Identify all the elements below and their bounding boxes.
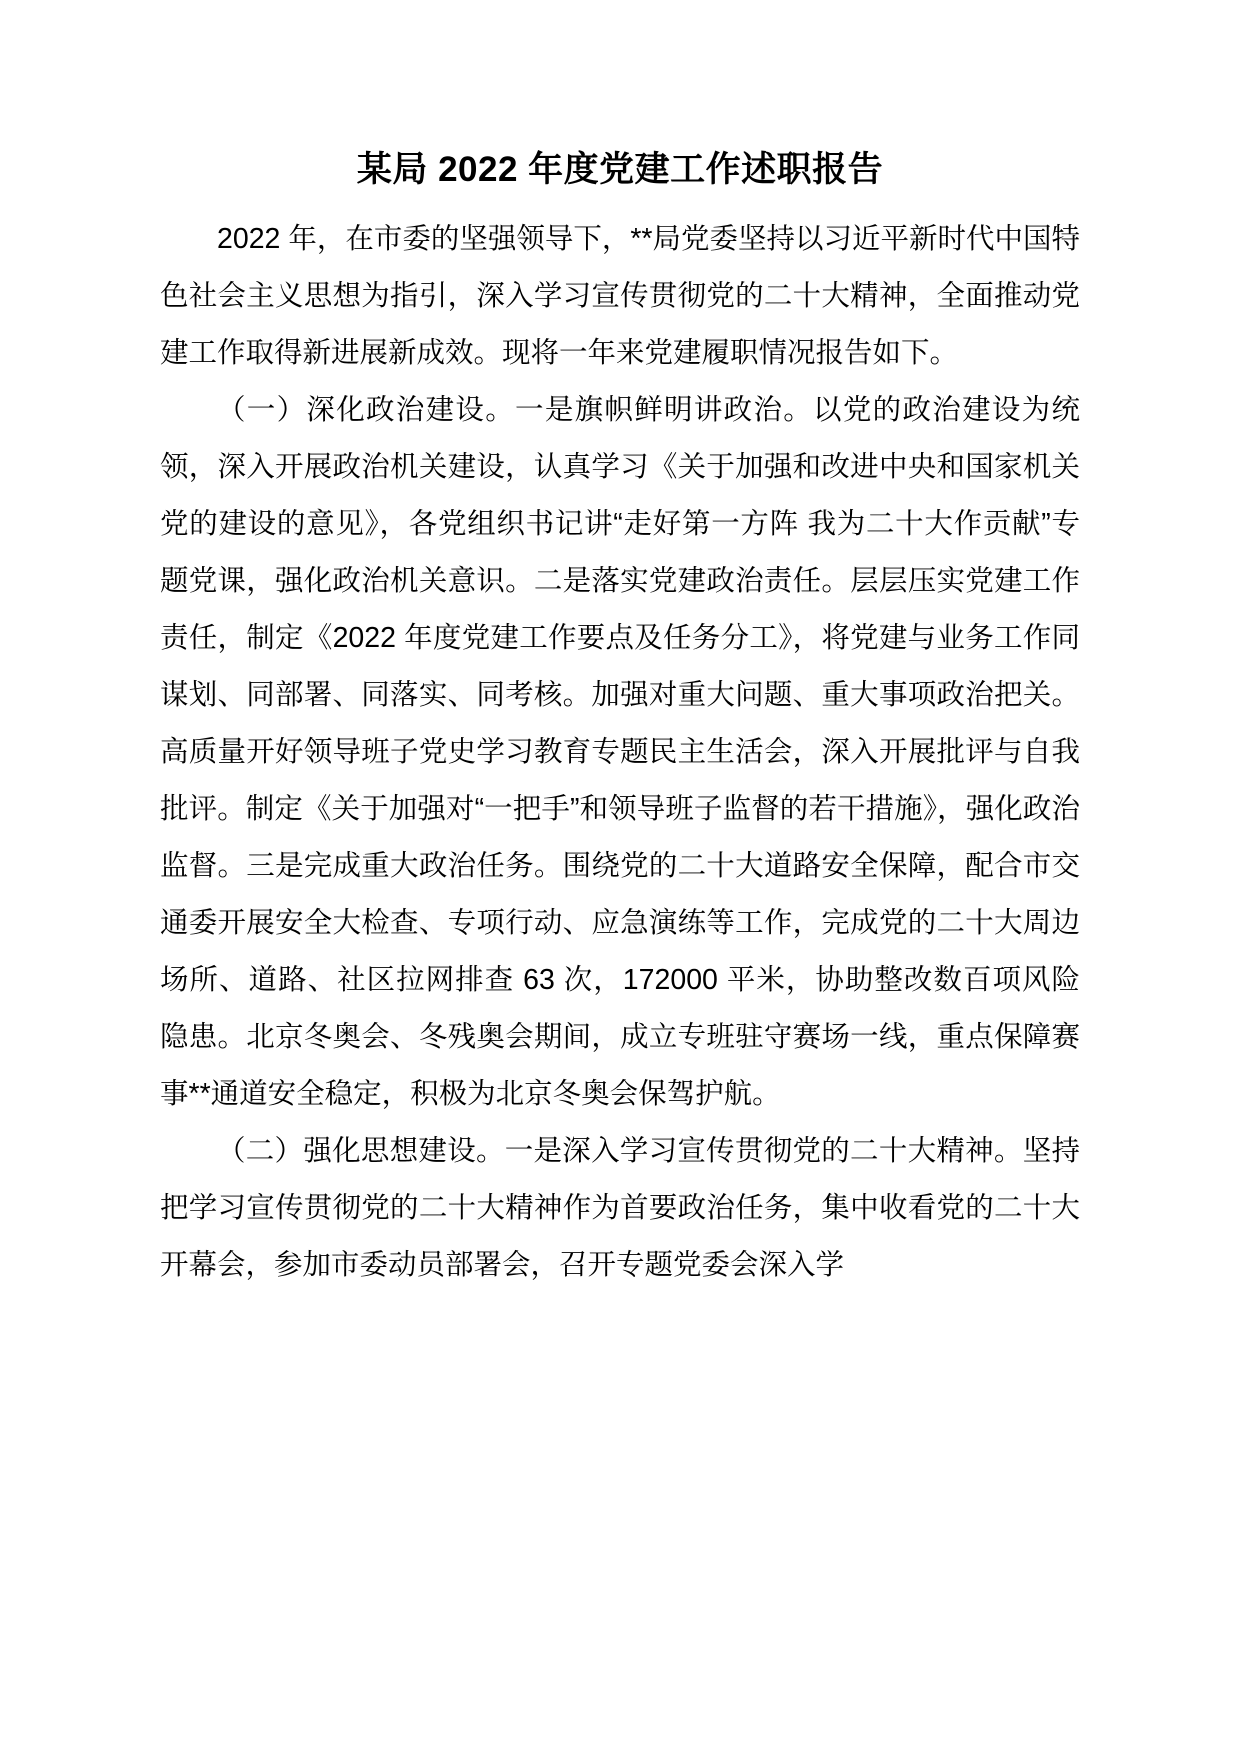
paragraph-section-1: （一）深化政治建设。一是旗帜鲜明讲政治。以党的政治建设为统领，深入开展政治机关建设，认真学习《关于加强和改进中央和国家机关党的建设的意见》，各党组织书记讲“走好第一方阵 我为二十大作贡献”专题党课，强化政治机关意识。二是落实党建政治责任。层层压实党建工作责任，制定《2022 年度党建工作要点及任务分工》，将党建与业务工作同谋划、同部署、同落实、同考核。加强对重大问题、重大事项政治把关。高质量开好领导班子党史学习教育专题民主生活会，深入开展批评与自我批评。制定《关于加强对“一把手”和领导班子监督的若干措施》，强化政治监督。三是完成重大政治任务。围绕党的二十大道路安全保障，配合市交通委开展安全大检查、专项行动、应急演练等工作，完成党的二十大周边场所、道路、社区拉网排查 63 次，172000 平米，协助整改数百项风险隐患。北京冬奥会、冬残奥会期间，成立专班驻守赛场一线，重点保障赛事**通道安全稳定，积极为北京冬奥会保驾护航。 xyxy=(160,393,1080,1110)
document-title: 某局 2022 年度党建工作述职报告 xyxy=(356,150,884,189)
paragraph-section-2: （二）强化思想建设。一是深入学习宣传贯彻党的二十大精神。坚持把学习宣传贯彻党的二十大精神作为首要政治任务，集中收看党的二十大开幕会，参加市委动员部署会，召开专题党委会深入学 xyxy=(160,1134,1080,1281)
paragraph-intro: 2022 年，在市委的坚强领导下，**局党委坚持以习近平新时代中国特色社会主义思想为指引，深入学习宣传贯彻党的二十大精神，全面推动党建工作取得新进展新成效。现将一年来党建履职情况报告如下。 xyxy=(160,222,1081,369)
page-content xyxy=(160,0,1080,1294)
